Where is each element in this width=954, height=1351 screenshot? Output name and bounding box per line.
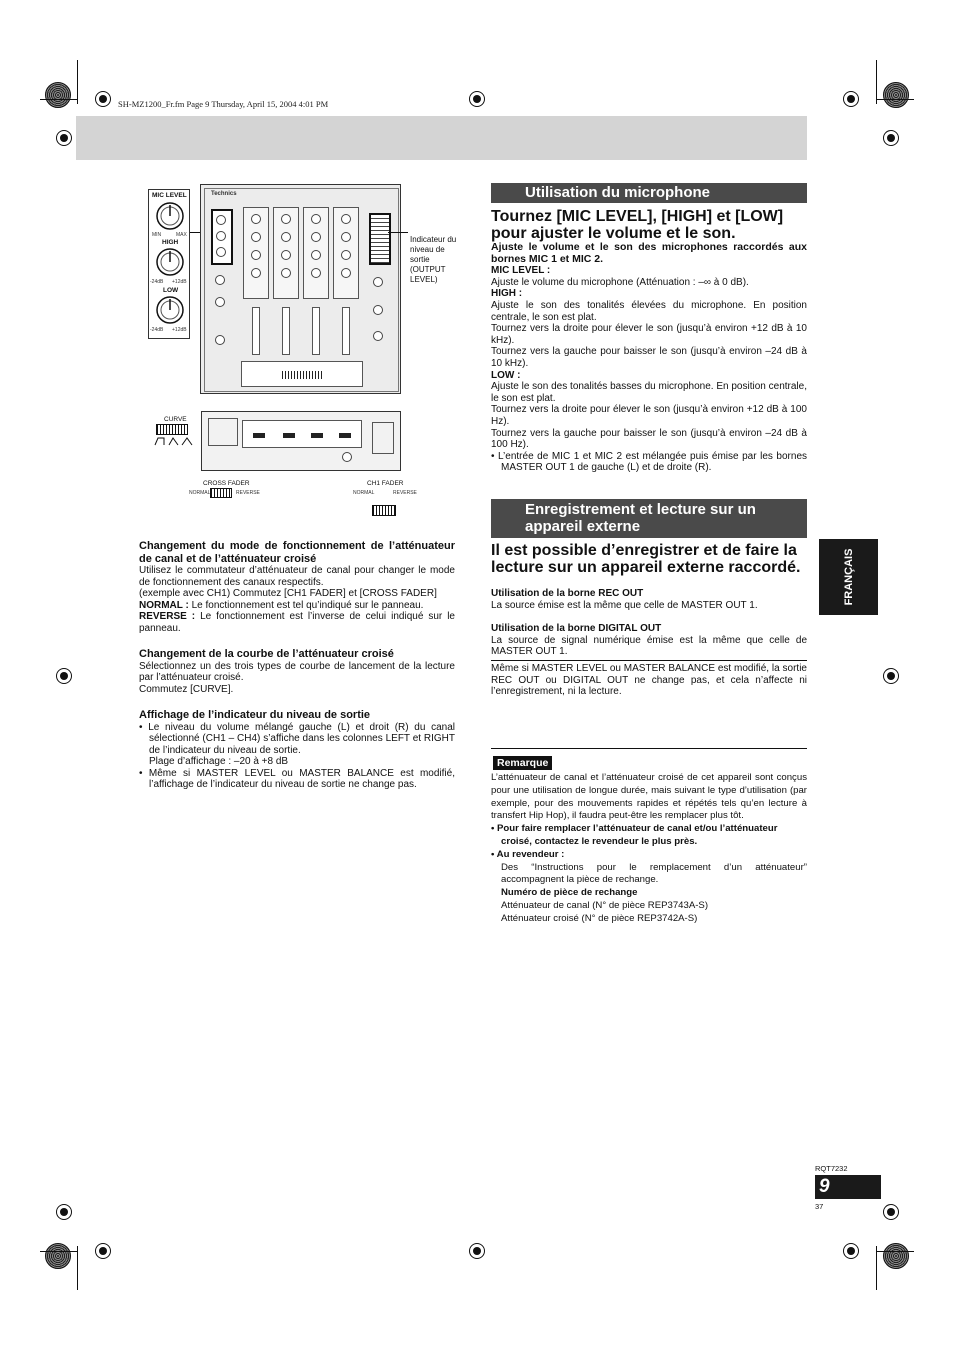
crosshair-target (56, 130, 72, 146)
paragraph: Tournez vers la droite pour élever le son (jusqu’à environ +12 dB à 10 kHz). (491, 323, 807, 346)
ch1-switch-area (372, 422, 394, 454)
trim-line (77, 1246, 78, 1290)
knob (341, 214, 351, 224)
mic-section-highlight (211, 209, 233, 265)
crosshair-target (469, 1243, 485, 1259)
switch (283, 433, 295, 438)
paragraph: Sélectionnez un des trois types de courbe de lancement de la lecture par l’atténuateur croisé. (139, 660, 455, 684)
knob (251, 232, 261, 242)
paragraph: (exemple avec CH1) Commutez [CH1 FADER] et [CROSS FADER] (139, 588, 437, 600)
mic-level-label: MIC LEVEL (152, 192, 187, 199)
registration-dial-top-right (883, 82, 909, 108)
paragraph: Des “Instructions pour le remplacement d’un atténuateur” accompagnent la pièce de rechange. (501, 861, 807, 886)
page-number-box (815, 1175, 881, 1199)
left-section-fader-mode (139, 540, 455, 635)
plus12-label: +12dB (172, 279, 187, 285)
low-label: LOW (163, 287, 179, 294)
definition: Le fonctionnement est l’inverse de celui indiqué sur le panneau. (139, 611, 455, 634)
channel-fader (282, 307, 290, 355)
switch (339, 433, 351, 438)
term: LOW : (491, 369, 521, 381)
bullet-item: • L’entrée de MIC 1 et MIC 2 est mélangée puis émise par les bornes MASTER OUT 1 de gauche (L) et de droite (R). (491, 450, 807, 474)
knob (215, 335, 225, 345)
knob (373, 331, 383, 341)
left-section-curve (139, 648, 455, 695)
paragraph: Ajuste le volume du microphone (Atténuation : –∞ à 0 dB). (491, 276, 749, 288)
crosshair-target (469, 91, 485, 107)
knob (216, 247, 226, 257)
bullet-text: L’entrée de MIC 1 et MIC 2 est mélangée puis émise par les bornes MASTER OUT 1 de gauche (L) et de droite (R). (498, 450, 807, 474)
remarque-label: Remarque (493, 756, 552, 770)
registration-dial-bottom-left (45, 1243, 71, 1269)
output-level-meter (369, 213, 391, 265)
term: Utilisation de la borne REC OUT (491, 588, 644, 599)
knob (373, 277, 383, 287)
crosshair-target (843, 91, 859, 107)
paragraph: L’atténuateur de canal et l’atténuateur croisé de cet appareil sont conçus pour une utilisation de longue durée, mais suivant le type d’utilisation (par exemple, pour des mouvements rapides et répétés tels qu’en lecture à transfert Hip Hop), il faudra peut-être les remplacer plus tôt. (491, 772, 807, 822)
knob (281, 250, 291, 260)
bullet-text: Au revendeur : (496, 848, 565, 860)
crosshair-target (56, 1204, 72, 1220)
section-title: Tournez [MIC LEVEL], [HIGH] et [LOW] pour ajuster le volume et le son. (491, 208, 784, 242)
minus24-label: -24dB (150, 327, 164, 333)
crosshair-target (883, 1204, 899, 1220)
crossfader-slider (282, 371, 322, 379)
divider (491, 748, 807, 749)
term: MIC LEVEL : (491, 265, 551, 277)
max-label: MAX (176, 232, 187, 238)
channel-strip (303, 207, 329, 299)
term: Numéro de pièce de rechange (501, 887, 638, 899)
trim-line (876, 1246, 877, 1290)
trim-line (876, 99, 914, 100)
knob (342, 452, 352, 462)
banner-text: Utilisation du microphone (525, 184, 711, 201)
banner-text: Enregistrement et lecture sur un appareil externe (525, 501, 756, 535)
paragraph: Atténuateur de canal (N° de pièce REP3743A-S) (501, 899, 709, 911)
section-heading: Changement de la courbe de l’atténuateur croisé (139, 648, 394, 660)
bullet-text: Pour faire remplacer l’atténuateur de canal et/ou l’atténuateur croisé, contactez le revendeur le plus près. (497, 823, 778, 847)
cross-fader-switch (210, 488, 232, 498)
document-code: RQT7232 (815, 1164, 848, 1173)
knob (311, 232, 321, 242)
crosshair-target (95, 1243, 111, 1259)
channel-strip (243, 207, 269, 299)
term: HIGH : (491, 288, 523, 300)
curve-switch-area (208, 418, 238, 446)
reverse-label: REVERSE (393, 490, 417, 496)
paragraph: La source de signal numérique émise est la même que celle de MASTER OUT 1. (491, 634, 807, 658)
low-knob (155, 295, 185, 325)
ch1-fader-switch (372, 505, 396, 516)
definition: Le fonctionnement est tel qu’indiqué sur le panneau. (188, 599, 424, 611)
trim-line (876, 1251, 914, 1252)
registration-dial-top-left (45, 82, 71, 108)
switch (253, 433, 265, 438)
crosshair-target (883, 668, 899, 684)
ch1-fader-label: CH1 FADER (367, 480, 404, 487)
knob (215, 297, 225, 307)
knob (373, 305, 383, 315)
reverse-label: REVERSE (236, 490, 260, 496)
paragraph: Tournez vers la droite pour élever le son (jusqu’à environ +12 dB à 100 Hz). (491, 404, 807, 427)
channel-fader (342, 307, 350, 355)
knob (341, 250, 351, 260)
paragraph: Atténuateur croisé (N° de pièce REP3742A-S) (501, 912, 698, 924)
knob (216, 231, 226, 241)
knob (251, 214, 261, 224)
bullet-text: Même si MASTER LEVEL ou MASTER BALANCE est modifié, l’affichage de l’indicateur du niveau de sortie ne change pas. (148, 767, 455, 791)
left-section-output-indicator (139, 709, 455, 791)
bullet-item: • Pour faire remplacer l’atténuateur de canal et/ou l’atténuateur croisé, contactez le revendeur le plus près. (491, 823, 778, 847)
bullet-text: Le niveau du volume mélangé gauche (L) et droit (R) du canal sélectionné (CH1 – CH4) s’affiche dans les colonnes LEFT et RIGHT de l’indicateur du niveau de sortie. (148, 721, 456, 756)
section-heading: Changement du mode de fonctionnement de l’atténuateur de canal et de l’atténuateur croisé (139, 540, 455, 565)
knob (311, 214, 321, 224)
paragraph: Commutez [CURVE]. (139, 683, 234, 695)
trim-line (40, 99, 78, 100)
page-number: 9 (819, 1176, 830, 1197)
subtitle: Ajuste le volume et le son des microphones raccordés aux bornes MIC 1 et MIC 2. (491, 241, 807, 265)
mic-level-knob (155, 201, 185, 231)
bullet-item: • Le niveau du volume mélangé gauche (L) et droit (R) du canal sélectionné (CH1 – CH4) s’affiche dans les colonnes LEFT et RIGHT de l’indicateur du niveau de sortie. (139, 721, 456, 756)
header-band (76, 116, 807, 160)
curve-switch (156, 424, 188, 435)
mixer-front-panel (201, 411, 401, 471)
crosshair-target (56, 668, 72, 684)
min-label: MIN (152, 232, 162, 238)
term: REVERSE : (139, 611, 196, 623)
file-info: SH-MZ1200_Fr.fm Page 9 Thursday, April 15, 2004 4:01 PM (118, 99, 329, 109)
knob (311, 268, 321, 278)
section-heading: Affichage de l’indicateur du niveau de sortie (139, 709, 371, 721)
page-subnumber: 37 (815, 1202, 824, 1211)
switch (311, 433, 323, 438)
crosshair-target (843, 1243, 859, 1259)
channel-strip (273, 207, 299, 299)
bullet-item: • Même si MASTER LEVEL ou MASTER BALANCE est modifié, l’affichage de l’indicateur du niveau de sortie ne change pas. (139, 767, 455, 791)
knob (216, 215, 226, 225)
high-label: HIGH (162, 239, 179, 246)
normal-label: NORMAL (353, 490, 375, 496)
right-section-recording (491, 542, 807, 658)
section-banner-microphone (491, 183, 807, 203)
paragraph: Tournez vers la gauche pour baisser le son (jusqu’à environ –24 dB à 100 Hz). (491, 427, 807, 451)
term: Utilisation de la borne DIGITAL OUT (491, 623, 662, 635)
channel-strip (333, 207, 359, 299)
registration-dial-bottom-right (883, 1243, 909, 1269)
divider (491, 660, 807, 661)
knob (251, 268, 261, 278)
reverse-definition (139, 611, 455, 634)
brand-logo: Technics (211, 191, 237, 197)
trim-line (77, 60, 78, 104)
normal-definition (139, 600, 455, 612)
paragraph: Ajuste le son des tonalités élevées du microphone. En position centrale, le son est plat. (491, 299, 807, 323)
knob (341, 268, 351, 278)
paragraph: Tournez vers la gauche pour baisser le son (jusqu’à environ –24 dB à 10 kHz). (491, 346, 807, 369)
language-tab-label: FRANÇAIS (842, 548, 855, 606)
fader-switch-row (242, 420, 362, 448)
knob (281, 268, 291, 278)
trim-line (40, 1251, 78, 1252)
right-section-microphone (491, 208, 807, 474)
crosshair-target (95, 91, 111, 107)
curve-type-icons (154, 436, 194, 446)
paragraph: Même si MASTER LEVEL ou MASTER BALANCE est modifié, la sortie REC OUT ou DIGITAL OUT ne change pas, et cela n’affecte ni l’enregistrement, ni la lecture. (491, 663, 807, 698)
plus12-label: +12dB (172, 327, 187, 333)
crosshair-target (883, 130, 899, 146)
paragraph: Plage d’affichage : –20 à +8 dB (149, 756, 289, 768)
knob (341, 232, 351, 242)
paragraph: Utilisez le commutateur d’atténuateur de canal pour changer le mode de fonctionnement des canaux respectifs. (139, 565, 455, 588)
bullet-item: • Au revendeur : (491, 848, 565, 860)
paragraph: Ajuste le son des tonalités basses du microphone. En position centrale, le son est plat. (491, 381, 807, 404)
trim-line (876, 60, 877, 104)
pointer-line (388, 232, 408, 233)
language-tab (819, 539, 878, 615)
normal-label: NORMAL (189, 490, 211, 496)
knob (281, 232, 291, 242)
high-knob (155, 247, 185, 277)
channel-fader (252, 307, 260, 355)
mic-knobs-inset (148, 189, 190, 339)
minus24-label: -24dB (150, 279, 164, 285)
section-banner-recording (491, 499, 807, 538)
right-note (491, 663, 807, 698)
output-level-callout: Indicateur du niveau de sortie (OUTPUT LEVEL) (410, 235, 457, 284)
crossfader-area (241, 361, 363, 387)
cross-fader-label: CROSS FADER (203, 480, 250, 487)
paragraph: La source émise est la même que celle de MASTER OUT 1. (491, 599, 758, 611)
knob (251, 250, 261, 260)
knob (281, 214, 291, 224)
term: NORMAL : (139, 599, 189, 611)
right-remarque (491, 772, 807, 926)
knob (215, 275, 225, 285)
channel-fader (312, 307, 320, 355)
curve-label: CURVE (164, 416, 187, 423)
section-title: Il est possible d’enregistrer et de faire la lecture sur un appareil externe raccordé. (491, 542, 801, 576)
knob (311, 250, 321, 260)
mixer-top-panel (200, 184, 401, 394)
